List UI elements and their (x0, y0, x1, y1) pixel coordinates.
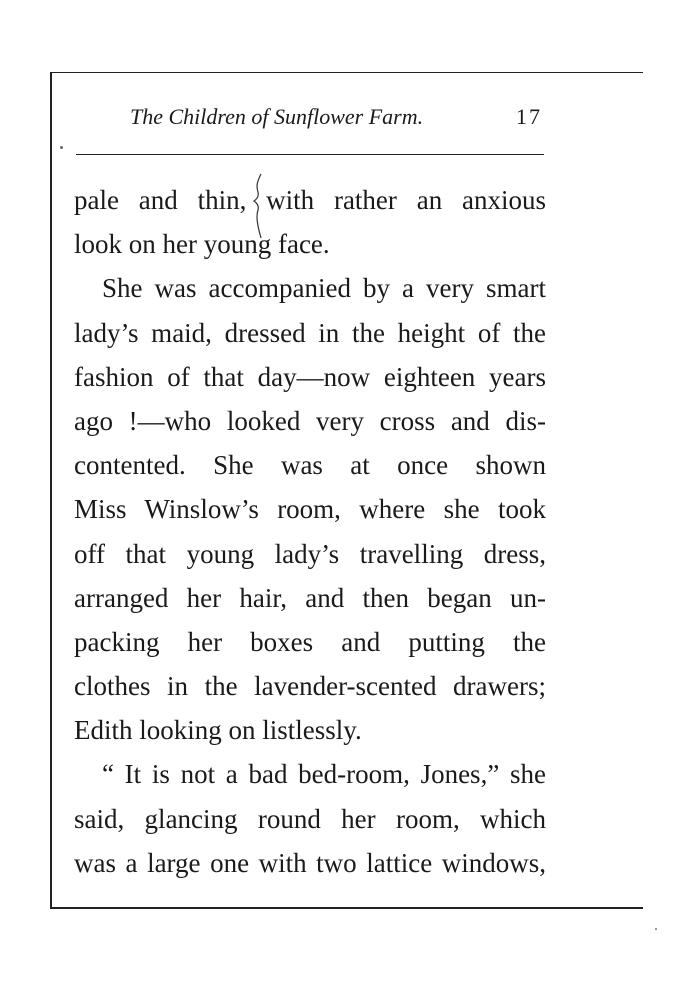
text-line: was a large one with two lattice windows, (74, 847, 546, 878)
text-line: ago !—who looked very cross and dis- (74, 405, 546, 436)
text-line: said, glancing round her room, which (74, 803, 546, 834)
text-line: She was accompanied by a very smart (102, 273, 546, 304)
text-line: off that young lady’s travelling dress, (74, 538, 546, 569)
page-number: 17 (516, 104, 542, 129)
scan-speck (655, 928, 657, 930)
text-line: Miss Winslow’s room, where she took (74, 494, 546, 525)
text-line: “ It is not a bad bed-room, Jones,” she (102, 759, 546, 790)
page-body (74, 178, 546, 885)
text-line: look on her young face. (74, 229, 330, 260)
text-line: pale and thin, with rather an anxious (74, 185, 546, 215)
text-line: contented. She was at once shown (74, 450, 546, 481)
margin-mark (60, 146, 63, 149)
text-line: fashion of that day—now eighteen years (74, 361, 546, 392)
text-line: packing her boxes and putting the (74, 626, 546, 657)
running-header (74, 104, 546, 134)
text-line: Edith looking on listlessly. (74, 715, 362, 746)
header-rule (76, 154, 544, 155)
text-line: clothes in the lavender-scented drawers; (74, 671, 546, 702)
text-line: lady’s maid, dressed in the height of the (74, 317, 546, 348)
book-title: The Children of Sunflower Farm. (130, 104, 424, 129)
text-line: arranged her hair, and then began un- (74, 582, 546, 613)
